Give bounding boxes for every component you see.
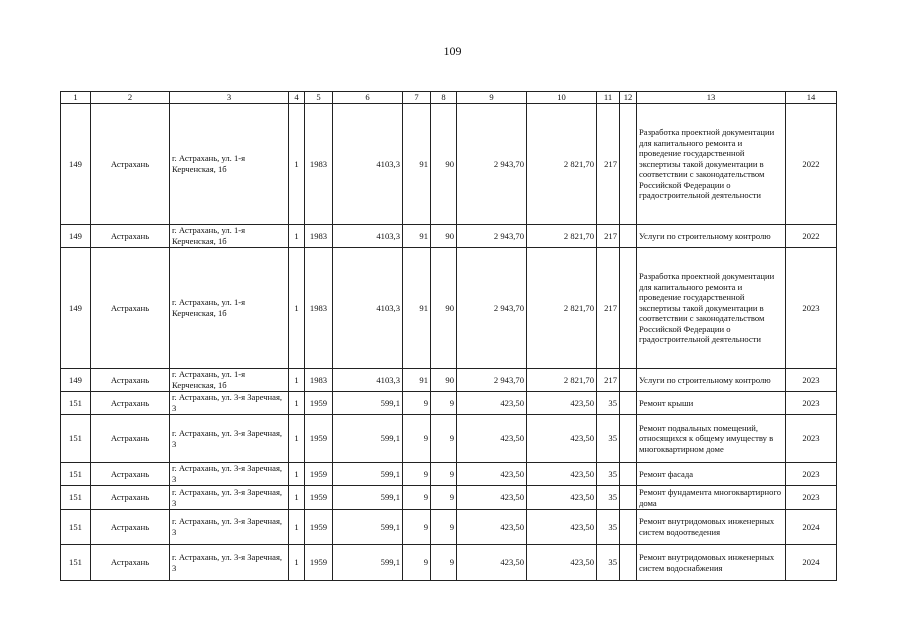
cell-number: 151 [61, 392, 91, 415]
cell-year-built: 1983 [305, 225, 333, 248]
cell-col8: 9 [431, 510, 457, 545]
column-header: 7 [403, 92, 431, 104]
cell-col8: 90 [431, 369, 457, 392]
cell-city: Астрахань [91, 510, 170, 545]
cell-col7: 91 [403, 104, 431, 225]
cell-plan-year: 2023 [786, 415, 837, 463]
cell-year-built: 1959 [305, 415, 333, 463]
cell-city: Астрахань [91, 104, 170, 225]
column-header: 12 [620, 92, 637, 104]
cell-col10: 2 821,70 [527, 248, 597, 369]
cell-city: Астрахань [91, 545, 170, 581]
cell-col8: 9 [431, 392, 457, 415]
cell-col7: 9 [403, 545, 431, 581]
table-row [61, 463, 837, 486]
cell-address: г. Астрахань, ул. 1-я Керченская, 1б [170, 369, 289, 392]
cell-col9: 423,50 [457, 510, 527, 545]
cell-col8: 9 [431, 463, 457, 486]
table-row [61, 392, 837, 415]
column-header: 8 [431, 92, 457, 104]
cell-col10: 423,50 [527, 510, 597, 545]
cell-work-type: Ремонт фасада [637, 463, 786, 486]
cell-number: 151 [61, 510, 91, 545]
cell-plan-year: 2023 [786, 248, 837, 369]
cell-col8: 9 [431, 486, 457, 510]
cell-col12 [620, 392, 637, 415]
cell-year-built: 1983 [305, 369, 333, 392]
cell-col11: 217 [597, 248, 620, 369]
cell-col12 [620, 415, 637, 463]
cell-work-type: Услуги по строительному контролю [637, 369, 786, 392]
cell-plan-year: 2024 [786, 510, 837, 545]
cell-col11: 35 [597, 463, 620, 486]
cell-col12 [620, 510, 637, 545]
cell-col12 [620, 545, 637, 581]
cell-col12 [620, 104, 637, 225]
cell-col12 [620, 463, 637, 486]
cell-number: 151 [61, 486, 91, 510]
cell-number: 149 [61, 225, 91, 248]
cell-col9: 423,50 [457, 392, 527, 415]
cell-address: г. Астрахань, ул. 3-я Заречная, 3 [170, 463, 289, 486]
cell-number: 149 [61, 248, 91, 369]
cell-col4: 1 [289, 510, 305, 545]
cell-year-built: 1959 [305, 392, 333, 415]
cell-col8: 9 [431, 415, 457, 463]
table-row [61, 486, 837, 510]
cell-city: Астрахань [91, 225, 170, 248]
table-row [61, 415, 837, 463]
cell-plan-year: 2023 [786, 463, 837, 486]
cell-col7: 9 [403, 463, 431, 486]
cell-address: г. Астрахань, ул. 1-я Керченская, 1б [170, 104, 289, 225]
cell-col4: 1 [289, 463, 305, 486]
column-header: 14 [786, 92, 837, 104]
cell-city: Астрахань [91, 248, 170, 369]
cell-col9: 2 943,70 [457, 104, 527, 225]
cell-col4: 1 [289, 225, 305, 248]
cell-col11: 35 [597, 392, 620, 415]
cell-col11: 35 [597, 486, 620, 510]
table-row [61, 510, 837, 545]
cell-year-built: 1959 [305, 463, 333, 486]
cell-address: г. Астрахань, ул. 3-я Заречная, 3 [170, 486, 289, 510]
cell-col8: 90 [431, 104, 457, 225]
cell-area: 599,1 [333, 510, 403, 545]
cell-address: г. Астрахань, ул. 3-я Заречная, 3 [170, 392, 289, 415]
column-header: 2 [91, 92, 170, 104]
column-header: 6 [333, 92, 403, 104]
cell-area: 599,1 [333, 392, 403, 415]
cell-plan-year: 2022 [786, 104, 837, 225]
cell-col7: 9 [403, 510, 431, 545]
column-header: 3 [170, 92, 289, 104]
cell-col8: 9 [431, 545, 457, 581]
cell-address: г. Астрахань, ул. 3-я Заречная, 3 [170, 545, 289, 581]
cell-area: 599,1 [333, 545, 403, 581]
cell-col10: 2 821,70 [527, 225, 597, 248]
cell-col9: 423,50 [457, 415, 527, 463]
cell-number: 149 [61, 104, 91, 225]
cell-city: Астрахань [91, 415, 170, 463]
cell-year-built: 1959 [305, 510, 333, 545]
cell-col11: 217 [597, 225, 620, 248]
cell-col4: 1 [289, 486, 305, 510]
cell-area: 4103,3 [333, 369, 403, 392]
cell-work-type: Ремонт крыши [637, 392, 786, 415]
cell-col12 [620, 225, 637, 248]
cell-work-type: Ремонт фундамента многоквартирного дома [637, 486, 786, 510]
cell-city: Астрахань [91, 463, 170, 486]
cell-col7: 9 [403, 415, 431, 463]
cell-address: г. Астрахань, ул. 3-я Заречная, 3 [170, 415, 289, 463]
cell-col9: 423,50 [457, 463, 527, 486]
cell-area: 4103,3 [333, 225, 403, 248]
table-row [61, 248, 837, 369]
cell-col9: 423,50 [457, 545, 527, 581]
table-row [61, 104, 837, 225]
cell-plan-year: 2023 [786, 486, 837, 510]
cell-work-type: Ремонт внутридомовых инженерных систем водоотведения [637, 510, 786, 545]
column-header: 5 [305, 92, 333, 104]
cell-col12 [620, 486, 637, 510]
column-header: 11 [597, 92, 620, 104]
cell-city: Астрахань [91, 369, 170, 392]
cell-col9: 423,50 [457, 486, 527, 510]
cell-col8: 90 [431, 248, 457, 369]
cell-col10: 423,50 [527, 392, 597, 415]
cell-work-type: Разработка проектной документации для капитального ремонта и проведение государственной экспертизы такой документации в соответствии с законодательством Российской Федерации о градостроительной деятельности [637, 104, 786, 225]
cell-year-built: 1959 [305, 486, 333, 510]
cell-col10: 2 821,70 [527, 104, 597, 225]
cell-work-type: Разработка проектной документации для капитального ремонта и проведение государственной экспертизы такой документации в соответствии с законодательством Российской Федерации о градостроительной деятельности [637, 248, 786, 369]
column-header: 1 [61, 92, 91, 104]
cell-area: 599,1 [333, 463, 403, 486]
column-header: 4 [289, 92, 305, 104]
cell-col12 [620, 248, 637, 369]
cell-col10: 423,50 [527, 486, 597, 510]
cell-col4: 1 [289, 545, 305, 581]
cell-plan-year: 2024 [786, 545, 837, 581]
cell-number: 151 [61, 545, 91, 581]
cell-col9: 2 943,70 [457, 248, 527, 369]
cell-area: 599,1 [333, 415, 403, 463]
cell-col9: 2 943,70 [457, 369, 527, 392]
table-row [61, 369, 837, 392]
table-row [61, 225, 837, 248]
cell-address: г. Астрахань, ул. 1-я Керченская, 1б [170, 225, 289, 248]
cell-city: Астрахань [91, 486, 170, 510]
cell-area: 4103,3 [333, 248, 403, 369]
cell-col10: 423,50 [527, 463, 597, 486]
cell-year-built: 1959 [305, 545, 333, 581]
cell-col7: 91 [403, 369, 431, 392]
cell-address: г. Астрахань, ул. 3-я Заречная, 3 [170, 510, 289, 545]
cell-col12 [620, 369, 637, 392]
cell-col11: 35 [597, 545, 620, 581]
cell-col4: 1 [289, 415, 305, 463]
cell-col7: 91 [403, 225, 431, 248]
column-header: 10 [527, 92, 597, 104]
cell-col11: 217 [597, 369, 620, 392]
page-number: 109 [443, 44, 462, 58]
cell-number: 151 [61, 463, 91, 486]
cell-col9: 2 943,70 [457, 225, 527, 248]
cell-col7: 9 [403, 392, 431, 415]
capital-repair-table [60, 91, 837, 581]
cell-col8: 90 [431, 225, 457, 248]
cell-address: г. Астрахань, ул. 1-я Керченская, 1б [170, 248, 289, 369]
cell-work-type: Ремонт внутридомовых инженерных систем водоснабжения [637, 545, 786, 581]
cell-plan-year: 2023 [786, 369, 837, 392]
cell-col10: 2 821,70 [527, 369, 597, 392]
cell-work-type: Ремонт подвальных помещений, относящихся к общему имуществу в многоквартирном доме [637, 415, 786, 463]
cell-col4: 1 [289, 104, 305, 225]
cell-col4: 1 [289, 248, 305, 369]
cell-col10: 423,50 [527, 415, 597, 463]
cell-plan-year: 2023 [786, 392, 837, 415]
cell-year-built: 1983 [305, 248, 333, 369]
cell-plan-year: 2022 [786, 225, 837, 248]
cell-col11: 35 [597, 415, 620, 463]
column-header: 9 [457, 92, 527, 104]
cell-col4: 1 [289, 369, 305, 392]
cell-col4: 1 [289, 392, 305, 415]
table-row [61, 545, 837, 581]
cell-col7: 9 [403, 486, 431, 510]
cell-number: 149 [61, 369, 91, 392]
cell-city: Астрахань [91, 392, 170, 415]
cell-area: 599,1 [333, 486, 403, 510]
column-header: 13 [637, 92, 786, 104]
cell-col11: 35 [597, 510, 620, 545]
cell-year-built: 1983 [305, 104, 333, 225]
cell-work-type: Услуги по строительному контролю [637, 225, 786, 248]
header-row [61, 92, 837, 104]
cell-col10: 423,50 [527, 545, 597, 581]
cell-number: 151 [61, 415, 91, 463]
cell-col7: 91 [403, 248, 431, 369]
cell-area: 4103,3 [333, 104, 403, 225]
cell-col11: 217 [597, 104, 620, 225]
